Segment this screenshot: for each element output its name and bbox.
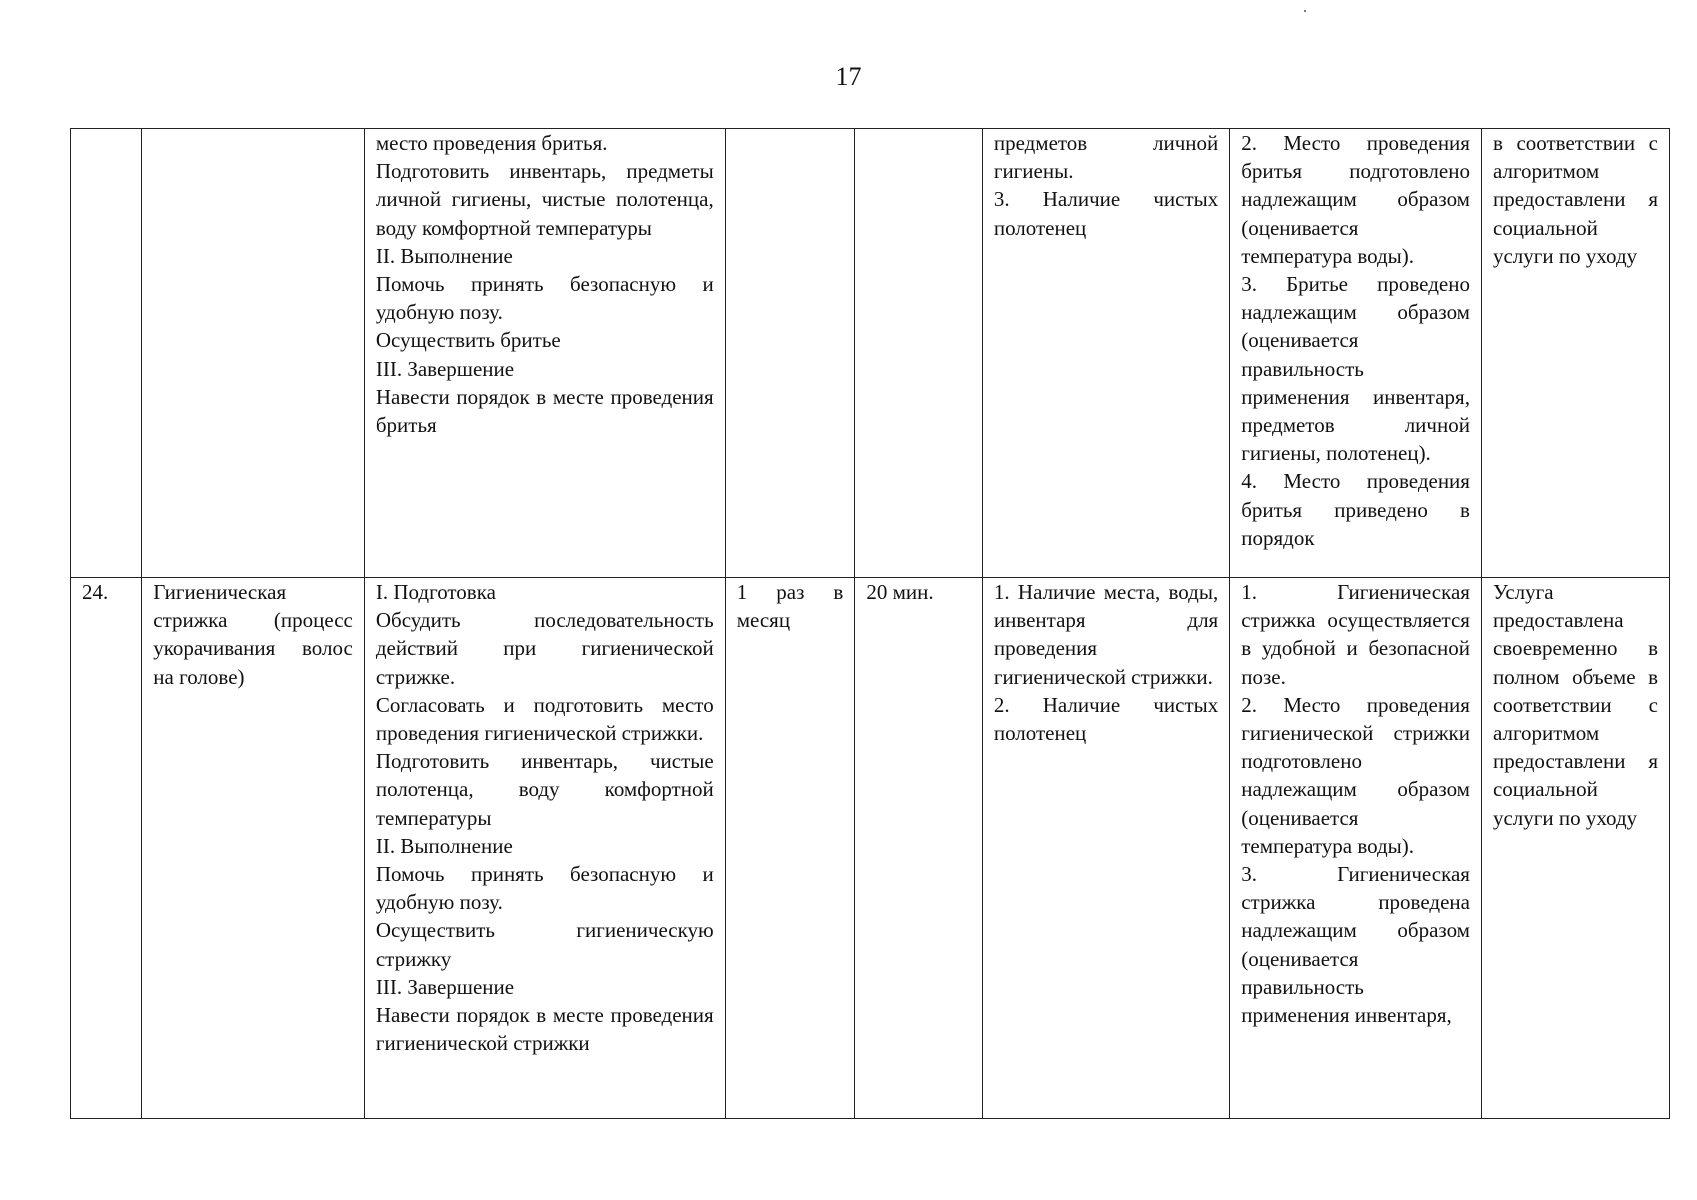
row-number-cell: 24.: [71, 578, 142, 1119]
service-name: Гигиеническая стрижка (процесс укорачивания волос на голове): [153, 580, 353, 689]
service-name-cell: [142, 129, 365, 578]
table-row: [71, 129, 1670, 578]
service-name-cell: [142, 578, 365, 1119]
action-section-heading: III. Завершение: [375, 356, 515, 381]
indicator-item: 2. Место проведения гигиенической стрижки подготовлено надлежащим образом (оценивается температура воды).: [1241, 692, 1470, 858]
action-line: Согласовать и подготовить место проведения гигиенической стрижки.: [375, 692, 714, 746]
condition-item: 3. Наличие чистых полотенец: [993, 187, 1219, 240]
result-cell: [1481, 578, 1669, 1119]
indicator-item: 1. Гигиеническая стрижка осуществляется в удобной и безопасной позе.: [1241, 580, 1470, 689]
action-line: Помочь принять безопасную и удобную позу.: [375, 862, 714, 915]
frequency-cell: [725, 129, 855, 578]
action-line: Осуществить бритье: [375, 328, 561, 353]
indicators-cell: [1230, 578, 1482, 1119]
action-line: Подготовить инвентарь, чистые полотенца, воду комфортной температуры: [375, 749, 714, 830]
action-section-heading: III. Завершение: [375, 974, 515, 999]
condition-item: предметов личной гигиены.: [993, 131, 1219, 184]
indicator-item: 2. Место проведения бритья подготовлено надлежащим образом (оценивается температура воды).: [1241, 131, 1470, 268]
action-line: Обсудить последовательность действий при гигиенической стрижке.: [375, 608, 714, 689]
action-line: Навести порядок в месте проведения бритья: [375, 384, 714, 438]
action-section-heading: II. Выполнение: [375, 243, 513, 268]
duration-cell: [855, 129, 982, 578]
conditions-cell: [982, 578, 1229, 1119]
result-text: в соответствии с алгоритмом предоставлени я социальной услуги по уходу: [1492, 131, 1658, 268]
condition-item: 2. Наличие чистых полотенец: [993, 692, 1219, 746]
indicators-cell: [1230, 129, 1482, 578]
services-table: [70, 128, 1670, 1119]
action-line: Навести порядок в месте проведения гигиенической стрижки: [375, 1003, 714, 1056]
page-number: 17: [835, 62, 862, 91]
row-number-cell: [71, 129, 142, 578]
actions-cell: [364, 578, 725, 1119]
condition-item: 1. Наличие места, воды, инвентаря для проведения гигиенической стрижки.: [993, 580, 1219, 689]
frequency-cell: 1 раз в месяц: [725, 578, 855, 1119]
indicator-item: 4. Место проведения бритья приведено в порядок: [1241, 469, 1470, 550]
indicator-item: 3. Бритье проведено надлежащим образом (оценивается правильность применения инвентаря, предметов личной гигиены, полотенец).: [1241, 272, 1470, 466]
action-section-heading: I. Подготовка: [375, 580, 496, 604]
indicator-item: 3. Гигиеническая стрижка проведена надлежащим образом (оценивается правильность применения инвентаря,: [1241, 862, 1470, 1028]
table-row: [71, 578, 1670, 1119]
action-line: Подготовить инвентарь, предметы личной гигиены, чистые полотенца, воду комфортной температуры: [375, 159, 714, 240]
conditions-cell: [982, 129, 1229, 578]
result-cell: [1481, 129, 1669, 578]
action-line: Осуществить гигиеническую стрижку: [375, 918, 714, 971]
scan-speck: [1304, 10, 1306, 12]
result-text: Услуга предоставлена своевременно в полном объеме в соответствии с алгоритмом предоставлени я социальной услуги по уходу: [1492, 580, 1658, 830]
duration-cell: 20 мин.: [855, 578, 982, 1119]
actions-cell: [364, 129, 725, 578]
action-section-heading: II. Выполнение: [375, 833, 513, 858]
action-line: место проведения бритья.: [375, 131, 608, 155]
action-line: Помочь принять безопасную и удобную позу.: [375, 272, 714, 325]
